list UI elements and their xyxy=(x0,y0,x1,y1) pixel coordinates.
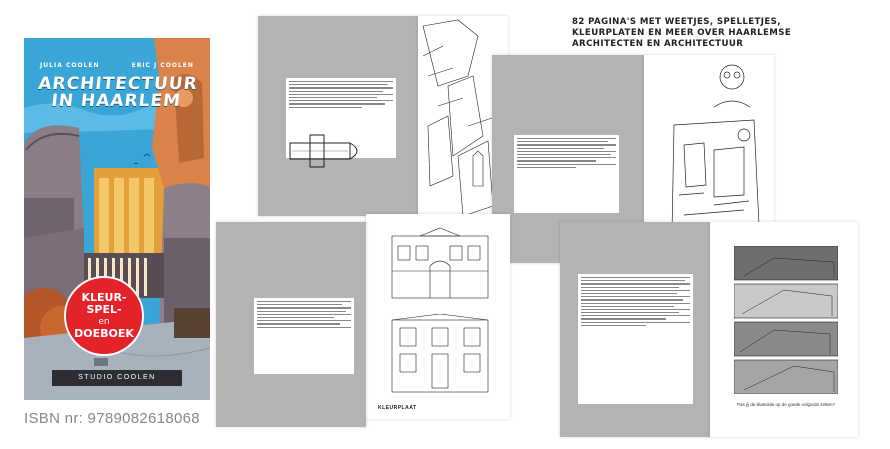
facade-drawing-bottom xyxy=(390,314,490,394)
badge-line: DOEBOEK xyxy=(74,327,134,340)
cover-authors xyxy=(24,62,210,69)
body-text xyxy=(581,277,690,326)
kleurplaat-label: KLEURPLAAT xyxy=(378,405,417,411)
badge-line: en xyxy=(98,317,110,327)
sequence-caption: Pas jij de illustratie op de goede volgorde zetten? xyxy=(736,402,836,407)
church-floorplan-illustration xyxy=(288,131,368,171)
spread-page-facades xyxy=(366,214,510,419)
publisher-label: STUDIO COOLEN xyxy=(52,370,182,386)
cover-title xyxy=(24,76,210,110)
headline-line: 82 PAGINA'S MET WEETJES, SPELLETJES, xyxy=(572,17,781,27)
coloring-book-badge xyxy=(64,276,144,356)
author-name: JULIA COOLEN xyxy=(40,62,100,69)
body-text xyxy=(289,81,393,108)
badge-line: KLEUR- xyxy=(81,291,127,304)
cover-title-line2: IN HAARLEM xyxy=(50,91,182,111)
spread-page-groene-heiligheid xyxy=(560,222,710,437)
headline-line: ARCHITECTEN EN ARCHITECTUUR xyxy=(572,39,744,49)
headline xyxy=(572,17,812,50)
sequence-panels-illustration xyxy=(734,246,838,394)
text-block xyxy=(578,274,693,404)
spread-page-sequence-puzzle xyxy=(710,222,858,437)
headline-line: KLEURPLATEN EN MEER OVER HAARLEMSE xyxy=(572,28,792,38)
cover-title-line1: ARCHITECTUUR xyxy=(37,74,199,94)
spread-page-church xyxy=(258,16,418,216)
facade-drawing-top xyxy=(390,226,490,301)
body-text xyxy=(257,301,351,328)
author-name: ERIC J COOLEN xyxy=(131,62,194,69)
text-block xyxy=(254,298,354,374)
isbn-number: ISBN nr: 9789082618068 xyxy=(24,410,200,427)
spread-page-text-left xyxy=(216,222,366,427)
book-cover xyxy=(24,38,210,400)
text-block xyxy=(514,135,619,213)
badge-line: SPEL- xyxy=(86,303,122,316)
body-text xyxy=(517,138,616,168)
